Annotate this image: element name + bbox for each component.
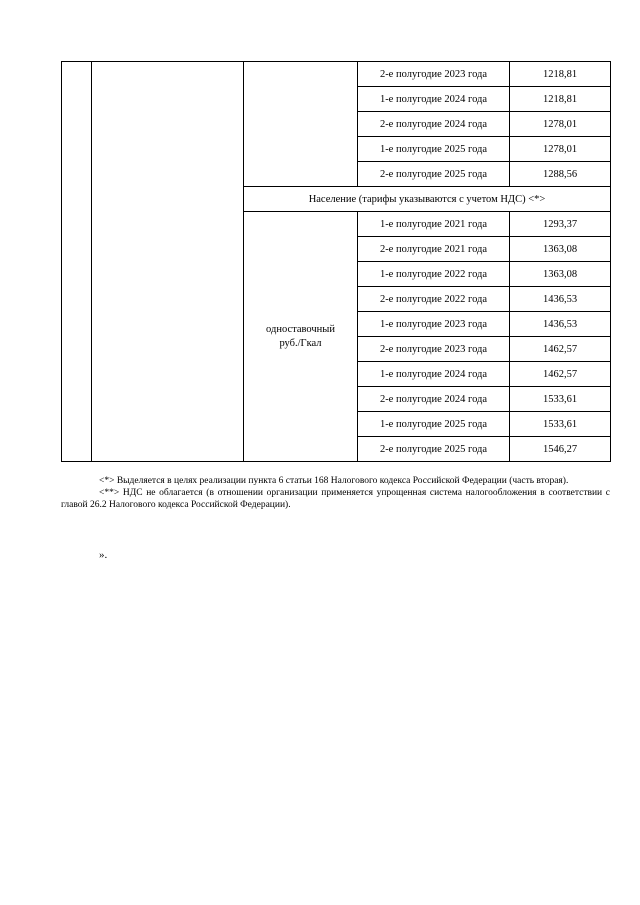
tariff-value-cell: 1288,56	[510, 162, 611, 187]
unit-label-measure: руб./Гкал	[279, 337, 322, 349]
period-cell: 2-е полугодие 2025 года	[358, 162, 510, 187]
tariff-type-cell	[244, 62, 358, 187]
tariff-value-cell: 1462,57	[510, 337, 611, 362]
period-cell: 2-е полугодие 2023 года	[358, 337, 510, 362]
tariff-value-cell: 1546,27	[510, 437, 611, 462]
tariff-value-cell: 1293,37	[510, 212, 611, 237]
period-cell: 2-е полугодие 2022 года	[358, 287, 510, 312]
footnote-vat-included: <*> Выделяется в целях реализации пункта 6 статьи 168 Налогового кодекса Российской Федерации (часть вторая).	[99, 476, 569, 486]
unit-label-type: одноставочный	[266, 323, 335, 335]
footnotes	[61, 475, 610, 511]
period-cell: 2-е полугодие 2021 года	[358, 237, 510, 262]
tariff-value-cell: 1363,08	[510, 262, 611, 287]
tariff-value-cell: 1533,61	[510, 387, 611, 412]
period-cell: 1-е полугодие 2025 года	[358, 412, 510, 437]
tariff-value-cell: 1533,61	[510, 412, 611, 437]
period-cell: 2-е полугодие 2024 года	[358, 387, 510, 412]
tariff-table	[61, 61, 611, 462]
period-cell: 2-е полугодие 2024 года	[358, 112, 510, 137]
period-cell: 1-е полугодие 2021 года	[358, 212, 510, 237]
footnote-vat-exempt: <**> НДС не облагается (в отношении организации применяется упрощенная система налогообложения в соответствии с главой 26.2 Налогового кодекса Российской Федерации).	[61, 488, 610, 510]
tariff-value-cell: 1278,01	[510, 112, 611, 137]
tariff-value-cell: 1462,57	[510, 362, 611, 387]
period-cell: 2-е полугодие 2025 года	[358, 437, 510, 462]
organization-cell	[92, 62, 244, 462]
tariff-value-cell: 1436,53	[510, 287, 611, 312]
period-cell: 1-е полугодие 2025 года	[358, 137, 510, 162]
tariff-value-cell: 1218,81	[510, 87, 611, 112]
tariff-value-cell: 1218,81	[510, 62, 611, 87]
number-cell	[62, 62, 92, 462]
tariff-value-cell: 1363,08	[510, 237, 611, 262]
section-heading: Население (тарифы указываются с учетом НДС) <*>	[244, 187, 611, 212]
closing-quote-mark: ».	[99, 549, 108, 561]
period-cell: 1-е полугодие 2024 года	[358, 87, 510, 112]
period-cell: 2-е полугодие 2023 года	[358, 62, 510, 87]
period-cell: 1-е полугодие 2023 года	[358, 312, 510, 337]
period-cell: 1-е полугодие 2024 года	[358, 362, 510, 387]
tariff-value-cell: 1436,53	[510, 312, 611, 337]
period-cell: 1-е полугодие 2022 года	[358, 262, 510, 287]
tariff-value-cell: 1278,01	[510, 137, 611, 162]
table-row	[62, 62, 611, 87]
unit-cell	[244, 212, 358, 462]
